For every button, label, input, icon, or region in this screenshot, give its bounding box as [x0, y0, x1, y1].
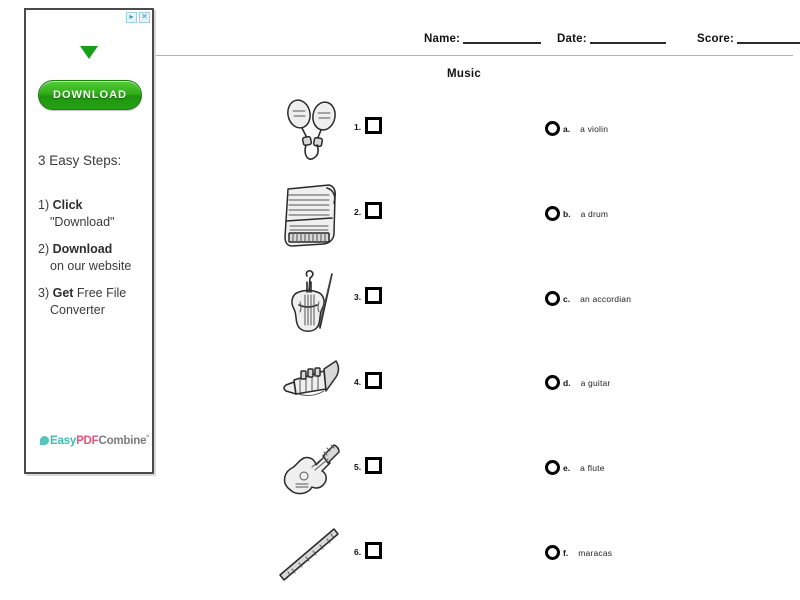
- download-button[interactable]: DOWNLOAD: [38, 80, 142, 110]
- question-row-2: [272, 177, 392, 255]
- answer-text: maracas: [578, 548, 613, 558]
- ad-step-1-line2: "Download": [50, 215, 115, 229]
- name-input-blank[interactable]: [463, 42, 541, 44]
- answer-option-b[interactable]: [545, 205, 608, 225]
- question-checkbox[interactable]: [365, 117, 382, 134]
- answer-text: an accordian: [580, 294, 632, 304]
- trumpet-illustration: [272, 347, 350, 425]
- advertisement-panel[interactable]: [24, 8, 154, 474]
- answer-text: a drum: [580, 209, 609, 219]
- adchoices-triangle-icon[interactable]: ▸: [126, 12, 137, 23]
- date-input-blank[interactable]: [590, 42, 666, 44]
- close-x-icon[interactable]: ✕: [139, 12, 150, 23]
- answer-option-a[interactable]: [545, 120, 608, 140]
- maracas-illustration: [272, 92, 350, 170]
- score-label: Score:: [697, 33, 734, 45]
- answer-option-c[interactable]: [545, 290, 631, 310]
- ad-topbar: [126, 11, 150, 23]
- guitar-illustration: [272, 432, 350, 510]
- question-number: 3.: [354, 292, 362, 302]
- answer-option-d[interactable]: [545, 374, 611, 394]
- logo-droplet-icon: [40, 436, 49, 445]
- easypdfcombine-logo[interactable]: [40, 435, 149, 447]
- answer-radio-e[interactable]: [545, 460, 560, 475]
- answer-letter: f.: [563, 548, 569, 558]
- question-row-5: [272, 432, 392, 510]
- question-number: 6.: [354, 547, 362, 557]
- ad-step-1: [38, 197, 154, 231]
- violin-illustration: [272, 262, 350, 340]
- green-down-arrow-icon: [26, 46, 152, 59]
- question-checkbox[interactable]: [365, 202, 382, 219]
- header-divider: [156, 55, 793, 56]
- answer-letter: a.: [563, 124, 571, 134]
- ad-step-3-line2: Converter: [50, 303, 105, 317]
- ad-step-3-strong: Get: [52, 286, 74, 300]
- name-field-group: [424, 33, 541, 45]
- ad-step-3: [38, 285, 154, 319]
- ad-step-2-lead: 2): [38, 242, 53, 256]
- flute-illustration: [272, 517, 350, 595]
- question-checkbox[interactable]: [365, 542, 382, 559]
- ad-step-1-lead: 1): [38, 198, 53, 212]
- score-field-group: [697, 33, 800, 45]
- ad-step-3-rest: Free File: [73, 286, 127, 300]
- answer-radio-d[interactable]: [545, 375, 560, 390]
- ad-step-2: [38, 241, 154, 275]
- question-number: 5.: [354, 462, 362, 472]
- date-field-group: [557, 33, 666, 45]
- answer-option-f[interactable]: [545, 544, 612, 564]
- name-label: Name:: [424, 33, 461, 45]
- ad-step-2-line2: on our website: [50, 259, 132, 273]
- question-checkbox[interactable]: [365, 287, 382, 304]
- answer-letter: b.: [563, 209, 571, 219]
- answer-letter: c.: [563, 294, 571, 304]
- answer-option-e[interactable]: [545, 459, 605, 479]
- answer-letter: e.: [563, 463, 571, 473]
- logo-trademark: °: [146, 435, 149, 442]
- ad-step-2-strong: Download: [52, 242, 113, 256]
- accordion-illustration: [272, 177, 350, 255]
- answer-radio-a[interactable]: [545, 121, 560, 136]
- answer-radio-c[interactable]: [545, 291, 560, 306]
- question-number: 1.: [354, 122, 362, 132]
- question-number: 4.: [354, 377, 362, 387]
- logo-part-combine: Combine: [98, 435, 147, 447]
- question-number: 2.: [354, 207, 362, 217]
- ad-step-1-strong: Click: [52, 198, 83, 212]
- answer-text: a flute: [580, 463, 605, 473]
- score-input-blank[interactable]: [737, 42, 800, 44]
- answer-text: a violin: [580, 124, 609, 134]
- question-checkbox[interactable]: [365, 372, 382, 389]
- question-row-3: [272, 262, 392, 340]
- logo-part-pdf: PDF: [76, 435, 99, 447]
- logo-part-easy: Easy: [50, 435, 77, 447]
- ad-step-3-lead: 3): [38, 286, 53, 300]
- answer-radio-f[interactable]: [545, 545, 560, 560]
- answer-radio-b[interactable]: [545, 206, 560, 221]
- ad-steps-title: 3 Easy Steps:: [38, 153, 122, 168]
- question-row-1: [272, 92, 392, 170]
- answer-letter: d.: [563, 378, 571, 388]
- answer-text: a guitar: [580, 378, 611, 388]
- question-row-6: [272, 517, 392, 595]
- page-title: Music: [447, 68, 482, 80]
- question-row-4: [272, 347, 392, 425]
- question-checkbox[interactable]: [365, 457, 382, 474]
- date-label: Date:: [557, 33, 587, 45]
